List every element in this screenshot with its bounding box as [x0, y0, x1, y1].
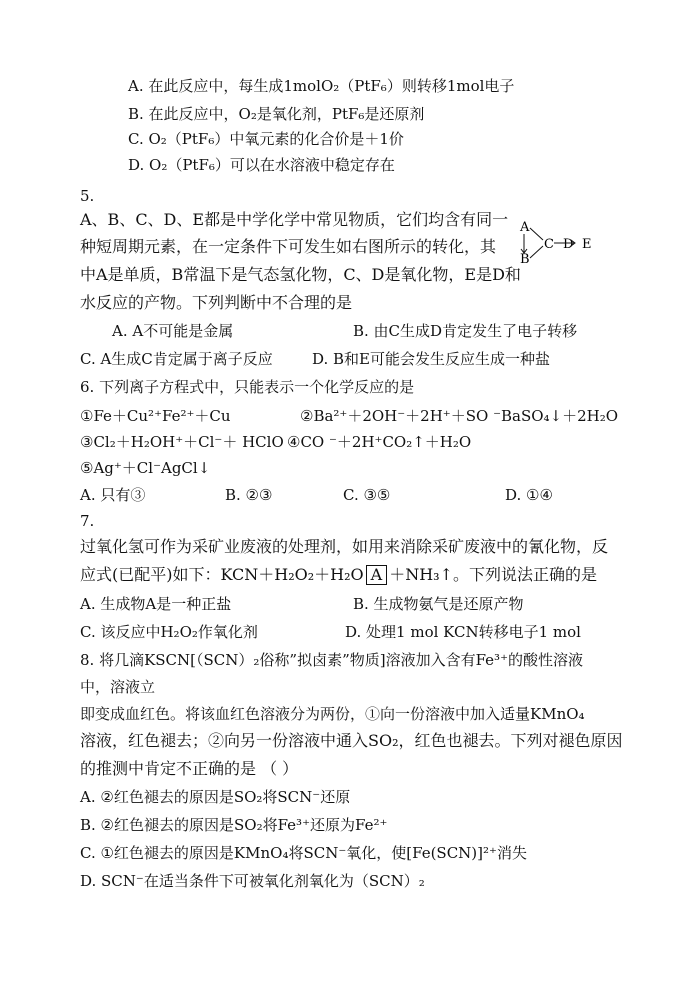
q7-option-d: D. 处理1 mol KCN转移电子1 mol: [345, 623, 581, 641]
q6-option-b: B. ②③: [225, 486, 273, 504]
q7-line2: [80, 565, 597, 585]
q5-option-b: B. 由C生成D肯定发生了电子转移: [353, 322, 578, 340]
q8-option-b: B. ②红色褪去的原因是SO₂将Fe³⁺还原为Fe²⁺: [80, 816, 388, 834]
q6-option-a: A. 只有③: [80, 486, 146, 504]
q7-option-a: A. 生成物A是一种正盐: [80, 595, 232, 613]
q5-stem-line1: A、B、C、D、E都是中学化学中常见物质，它们均含有同一: [80, 210, 509, 229]
q6-option-c: C. ③⑤: [343, 486, 391, 504]
diagram-label-a: A: [520, 220, 530, 235]
q7-option-c: C. 该反应中H₂O₂作氧化剂: [80, 623, 258, 641]
q7-number: 7.: [80, 512, 95, 530]
conversion-diagram: [516, 218, 606, 268]
q6-equation-2: ②Ba²⁺＋2OH⁻＋2H⁺＋SO ⁻BaSO₄↓＋2H₂O: [300, 407, 619, 425]
diagram-arrow-b-c: [530, 246, 543, 258]
q6-equation-4: ④CO ⁻＋2H⁺CO₂↑＋H₂O: [287, 433, 472, 451]
q8-option-c: C. ①红色褪去的原因是KMnO₄将SCN⁻氧化，使[Fe(SCN)]²⁺消失: [80, 844, 527, 862]
diagram-label-e: E: [582, 237, 592, 252]
q4-option-b: B. 在此反应中，O₂是氧化剂，PtF₆是还原剂: [128, 105, 425, 123]
q7-equation-right: ＋NH₃↑。下列说法正确的是: [389, 565, 597, 584]
q8-line4: 溶液，红色褪去；②向另一份溶液中通入SO₂，红色也褪去。下列对褪色原因: [80, 731, 623, 750]
q5-option-a: A. A不可能是金属: [112, 322, 234, 340]
q6-equation-1: ①Fe＋Cu²⁺Fe²⁺＋Cu: [80, 407, 231, 425]
q5-option-c: C. A生成C肯定属于离子反应: [80, 350, 273, 368]
q8-line2: 中，溶液立: [80, 678, 156, 696]
diagram-arrow-a-c: [530, 228, 543, 240]
diagram-label-d: D: [563, 237, 574, 252]
q5-number: 5.: [80, 187, 95, 205]
q7-boxed-product: A: [366, 565, 388, 585]
q7-option-b: B. 生成物氨气是还原产物: [353, 595, 524, 613]
q4-option-d: D. O₂（PtF₆）可以在水溶液中稳定存在: [128, 156, 395, 174]
q8-line1: 8. 将几滴KSCN[（SCN）₂俗称”拟卤素”物质]溶液加入含有Fe³⁺的酸性溶液: [80, 651, 583, 669]
q7-equation-left: 应式(已配平)如下：KCN＋H₂O₂＋H₂O: [80, 565, 364, 584]
q8-option-a: A. ②红色褪去的原因是SO₂将SCN⁻还原: [80, 788, 351, 806]
q8-option-d: D. SCN⁻在适当条件下可被氧化剂氧化为（SCN）₂: [80, 872, 425, 890]
q6-option-d: D. ①④: [505, 486, 553, 504]
q6-stem: 6. 下列离子方程式中，只能表示一个化学反应的是: [80, 378, 415, 396]
q6-equation-3: ③Cl₂＋H₂OH⁺＋Cl⁻＋ HClO: [80, 433, 284, 451]
q4-option-c: C. O₂（PtF₆）中氧元素的化合价是＋1价: [128, 130, 404, 148]
q7-line1: 过氧化氢可作为采矿业废液的处理剂，如用来消除采矿废液中的氰化物，反: [80, 537, 609, 556]
q5-stem-line4: 水反应的产物。下列判断中不合理的是: [80, 293, 353, 312]
q8-line5: 的推测中肯定不正确的是 （ ）: [80, 759, 299, 778]
q5-stem-line3: 中A是单质，B常温下是气态氢化物，C、D是氧化物，E是D和: [80, 265, 521, 284]
q5-option-d: D. B和E可能会发生反应生成一种盐: [312, 350, 551, 368]
diagram-label-c: C: [544, 237, 554, 252]
q4-option-a: A. 在此反应中，每生成1molO₂（PtF₆）则转移1mol电子: [128, 77, 515, 95]
q8-line3: 即变成血红色。将该血红色溶液分为两份，①向一份溶液中加入适量KMnO₄: [80, 705, 585, 723]
diagram-label-b: B: [520, 252, 530, 267]
q6-equation-5: ⑤Ag⁺＋Cl⁻AgCl↓: [80, 459, 211, 477]
q5-stem-line2: 种短周期元素，在一定条件下可发生如右图所示的转化，其: [80, 237, 497, 256]
